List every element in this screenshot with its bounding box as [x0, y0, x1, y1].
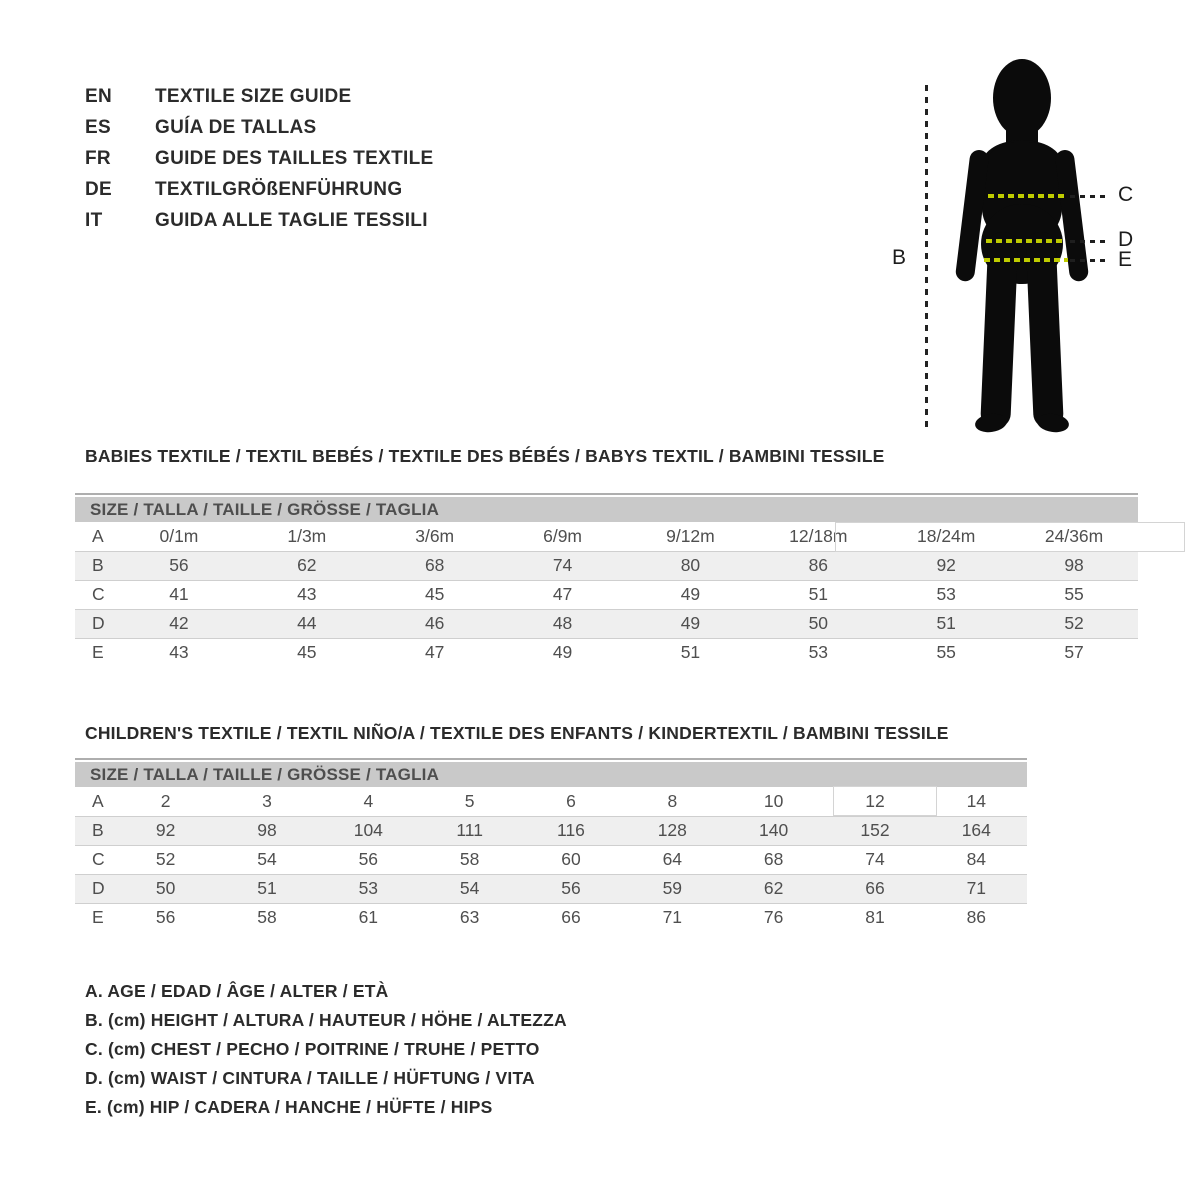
size-value-cell: 43 [243, 580, 371, 609]
size-value-cell: 59 [622, 874, 723, 903]
legend-row: C. (cm) CHEST / PECHO / POITRINE / TRUHE / PETTO [85, 1039, 540, 1059]
size-value-cell: 45 [371, 580, 499, 609]
size-value-cell: 46 [371, 609, 499, 638]
babies-section-title: BABIES TEXTILE / TEXTIL BEBÉS / TEXTILE DES BÉBÉS / BABYS TEXTIL / BAMBINI TESSILE [85, 446, 885, 466]
size-value-cell: 61 [358, 907, 379, 928]
row-label-cell: B [75, 551, 115, 580]
size-value-cell: 98 [216, 816, 317, 845]
size-value-cell: 81 [865, 907, 885, 928]
size-figure [880, 50, 1200, 445]
size-value-cell: 55 [1010, 580, 1138, 609]
size-value-cell: 128 [622, 816, 723, 845]
size-value-cell: 104 [318, 816, 419, 845]
size-value-cell: 63 [459, 907, 480, 928]
legend-row: E. (cm) HIP / CADERA / HANCHE / HÜFTE / HIPS [85, 1097, 493, 1117]
children-table-header [75, 758, 1027, 787]
size-value-cell: 66 [824, 874, 925, 903]
children-section-title: CHILDREN'S TEXTILE / TEXTIL NIÑO/A / TEXTILE DES ENFANTS / KINDERTEXTIL / BAMBINI TESSILE [85, 723, 949, 743]
size-value-cell: 10 [723, 787, 824, 816]
language-row [85, 143, 433, 174]
language-label: TEXTILE SIZE GUIDE [155, 85, 352, 107]
size-value-cell: 64 [622, 845, 723, 874]
size-value-cell: 24/36m [1010, 522, 1138, 551]
hip-measure-line [984, 258, 1068, 262]
size-value-cell: 9/12m [627, 522, 755, 551]
waist-measure-line [986, 239, 1066, 243]
size-value-cell: 98 [1010, 551, 1138, 580]
table-row [75, 874, 1027, 903]
height-measure-line [925, 85, 928, 428]
size-value-cell: 1/3m [243, 522, 371, 551]
size-value-cell: 49 [627, 609, 755, 638]
size-value-cell: 68 [371, 551, 499, 580]
children-selected-size-highlight [833, 786, 937, 816]
size-value-cell: 152 [824, 816, 925, 845]
child-silhouette-image [885, 52, 1135, 437]
size-value-cell: 12/18m [754, 522, 882, 551]
legend-row: D. (cm) WAIST / CINTURA / TAILLE / HÜFTUNG / VITA [85, 1068, 535, 1088]
language-code: ES [85, 116, 111, 138]
size-value-cell: 52 [1010, 609, 1138, 638]
size-value-cell: 51 [882, 609, 1010, 638]
size-value-cell: 42 [115, 609, 243, 638]
legend-row: B. (cm) HEIGHT / ALTURA / HAUTEUR / HÖHE / ALTEZZA [85, 1010, 567, 1030]
size-value-cell: 111 [419, 816, 520, 845]
size-value-cell: 43 [169, 642, 189, 663]
size-value-cell: 164 [926, 816, 1027, 845]
row-label-cell: B [75, 816, 115, 845]
babies-table-header [75, 493, 1138, 522]
babies-table-header-label: SIZE / TALLA / TAILLE / GRÖSSE / TAGLIA [75, 497, 1138, 522]
size-value-cell: 41 [115, 580, 243, 609]
language-label: GUIDA ALLE TAGLIE TESSILI [155, 209, 428, 231]
size-value-cell: 56 [318, 845, 419, 874]
size-value-cell: 62 [243, 551, 371, 580]
size-value-cell: 8 [622, 787, 723, 816]
waist-label: D [1118, 228, 1134, 251]
size-value-cell: 5 [419, 787, 520, 816]
language-title-list [85, 81, 433, 236]
language-row [85, 174, 433, 205]
size-value-cell: 47 [499, 580, 627, 609]
size-value-cell: 68 [723, 845, 824, 874]
language-code: FR [85, 147, 111, 169]
babies-size-table [75, 493, 1138, 667]
row-label-cell: E [92, 907, 104, 928]
table-row [75, 845, 1027, 874]
legend-row: A. AGE / EDAD / ÂGE / ALTER / ETÀ [85, 981, 389, 1001]
size-value-cell: 55 [936, 642, 956, 663]
size-value-cell: 74 [824, 845, 925, 874]
size-value-cell: 2 [115, 787, 216, 816]
language-label: TEXTILGRÖßENFÜHRUNG [155, 178, 403, 200]
size-value-cell: 44 [243, 609, 371, 638]
table-row [75, 903, 1027, 932]
hip-pointer-line [1070, 259, 1108, 262]
size-value-cell: 53 [882, 580, 1010, 609]
size-value-cell: 6/9m [499, 522, 627, 551]
size-value-cell: 92 [882, 551, 1010, 580]
size-value-cell: 51 [754, 580, 882, 609]
size-value-cell: 66 [561, 907, 581, 928]
size-value-cell: 56 [115, 551, 243, 580]
children-table-header-label: SIZE / TALLA / TAILLE / GRÖSSE / TAGLIA [75, 762, 1027, 787]
size-value-cell: 51 [216, 874, 317, 903]
language-row [85, 81, 433, 112]
row-label-cell: A [75, 787, 115, 816]
size-value-cell: 86 [966, 907, 987, 928]
babies-selected-size-highlight [835, 522, 1185, 552]
size-value-cell: 62 [723, 874, 824, 903]
row-label-cell: D [75, 609, 115, 638]
table-row [75, 609, 1138, 638]
size-value-cell: 86 [754, 551, 882, 580]
chest-pointer-line [1070, 195, 1108, 198]
table-row [75, 580, 1138, 609]
language-label: GUIDE DES TAILLES TEXTILE [155, 147, 434, 169]
table-row [75, 638, 1138, 667]
size-value-cell: 48 [499, 609, 627, 638]
size-value-cell: 56 [520, 874, 621, 903]
size-value-cell: 0/1m [115, 522, 243, 551]
size-value-cell: 4 [318, 787, 419, 816]
size-value-cell: 49 [552, 642, 573, 663]
chest-measure-line [988, 194, 1064, 198]
size-value-cell: 52 [115, 845, 216, 874]
row-label-cell: E [92, 642, 104, 663]
table-row [75, 816, 1027, 845]
table-row [75, 551, 1138, 580]
measurement-legend [85, 977, 567, 1122]
size-value-cell: 71 [926, 874, 1027, 903]
size-value-cell: 12 [824, 787, 925, 816]
row-label-cell: C [75, 580, 115, 609]
size-value-cell: 45 [297, 642, 317, 663]
size-value-cell: 50 [754, 609, 882, 638]
size-value-cell: 84 [926, 845, 1027, 874]
size-value-cell: 54 [419, 874, 520, 903]
size-value-cell: 47 [424, 642, 445, 663]
size-value-cell: 80 [627, 551, 755, 580]
size-value-cell: 53 [318, 874, 419, 903]
size-value-cell: 56 [155, 907, 176, 928]
height-label: B [892, 246, 907, 269]
size-value-cell: 51 [680, 642, 701, 663]
children-size-table [75, 758, 1027, 932]
size-value-cell: 54 [216, 845, 317, 874]
size-value-cell: 3/6m [371, 522, 499, 551]
language-row [85, 205, 433, 236]
size-value-cell: 49 [627, 580, 755, 609]
size-value-cell: 116 [520, 816, 621, 845]
language-label: GUÍA DE TALLAS [155, 116, 317, 138]
waist-pointer-line [1070, 240, 1108, 243]
size-value-cell: 14 [926, 787, 1027, 816]
language-code: EN [85, 85, 112, 107]
hip-label: E [1118, 248, 1133, 271]
row-label-cell: A [75, 522, 115, 551]
size-value-cell: 92 [115, 816, 216, 845]
language-code: IT [85, 209, 103, 231]
size-value-cell: 18/24m [882, 522, 1010, 551]
language-row [85, 112, 433, 143]
size-value-cell: 140 [723, 816, 824, 845]
size-value-cell: 57 [1064, 642, 1084, 663]
size-value-cell: 74 [499, 551, 627, 580]
size-value-cell: 76 [763, 907, 784, 928]
chest-label: C [1118, 183, 1134, 206]
size-value-cell: 71 [662, 907, 683, 928]
size-value-cell: 6 [520, 787, 621, 816]
size-value-cell: 53 [808, 642, 829, 663]
language-code: DE [85, 178, 112, 200]
row-label-cell: C [75, 845, 115, 874]
size-value-cell: 50 [115, 874, 216, 903]
row-label-cell: D [75, 874, 115, 903]
size-value-cell: 58 [257, 907, 277, 928]
size-value-cell: 3 [216, 787, 317, 816]
size-value-cell: 58 [419, 845, 520, 874]
size-value-cell: 60 [520, 845, 621, 874]
